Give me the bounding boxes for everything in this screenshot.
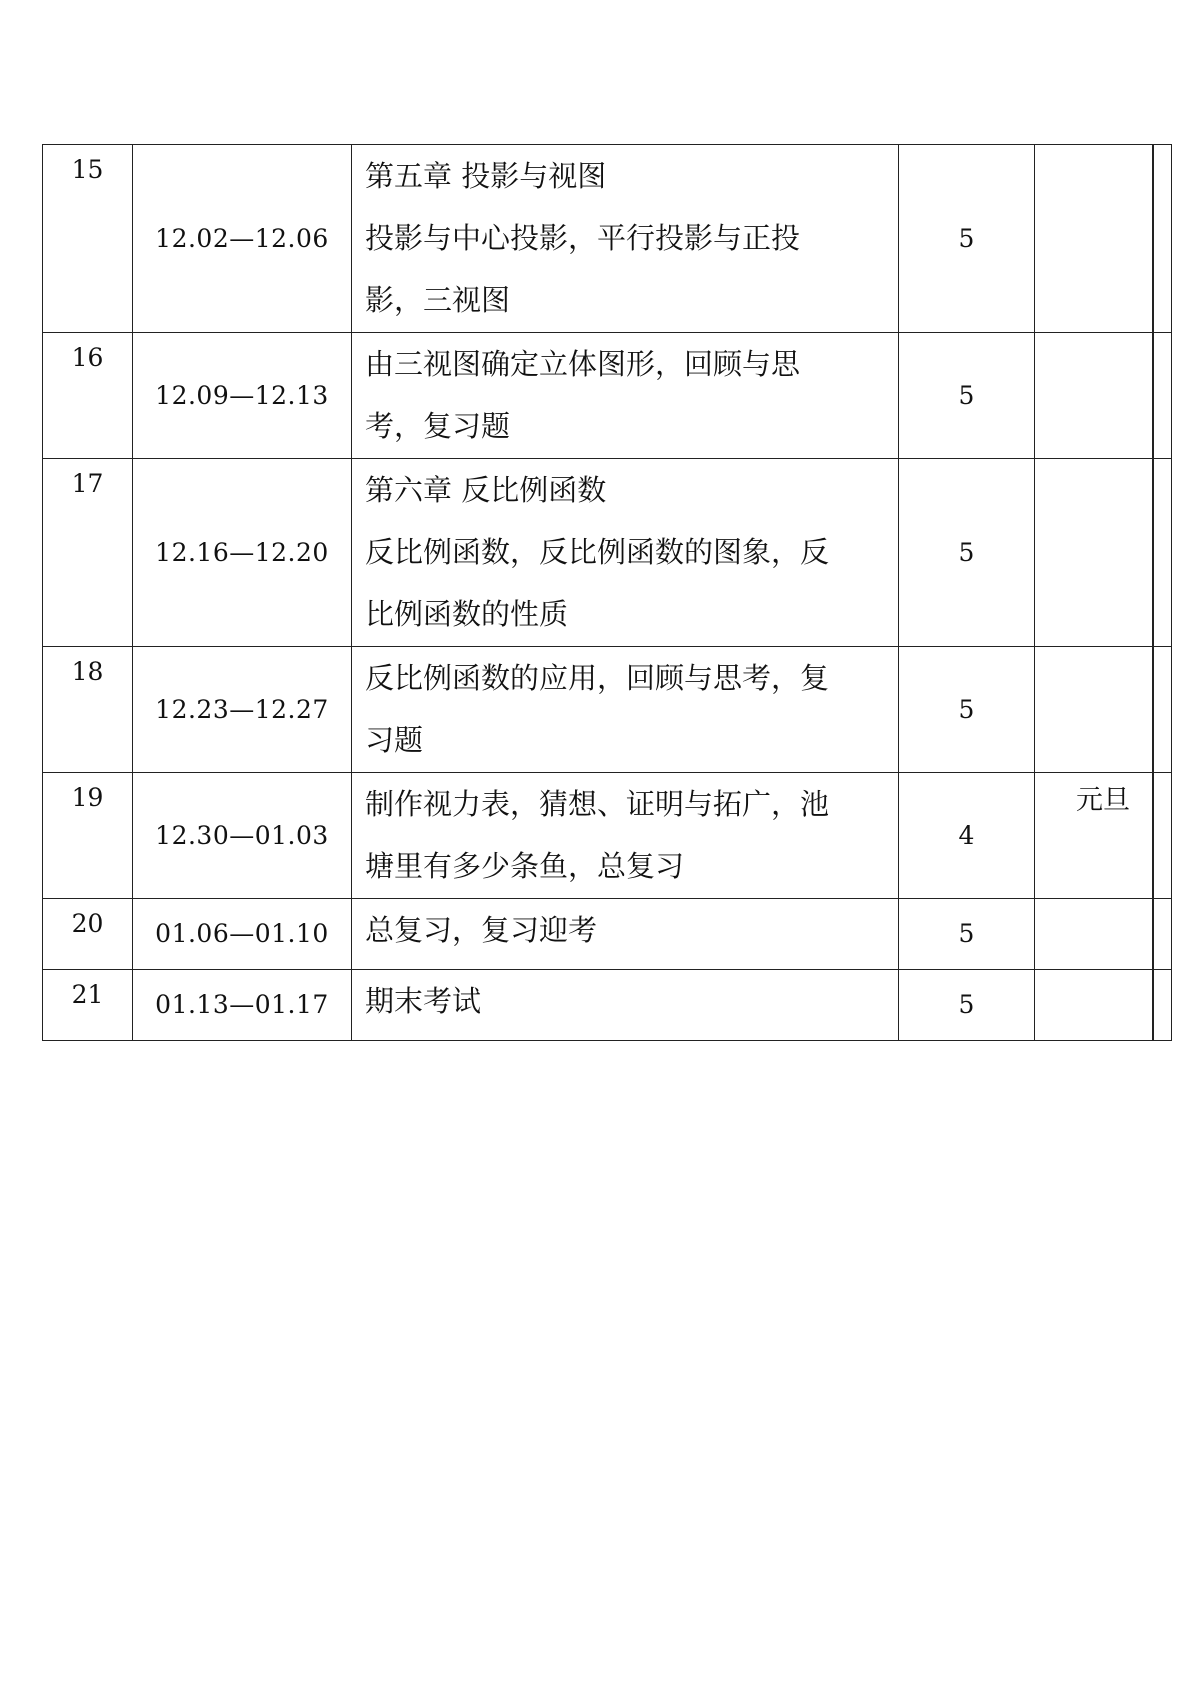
remark-cell xyxy=(1035,333,1172,459)
content-line: 塘里有多少条鱼，总复习 xyxy=(365,849,685,883)
content-line: 总复习，复习迎考 xyxy=(365,913,598,947)
content-line: 反比例函数，反比例函数的图象，反 xyxy=(365,535,830,569)
content-cell xyxy=(352,459,899,647)
content-line: 比例函数的性质 xyxy=(365,597,569,631)
content-line: 投影与中心投影，平行投影与正投 xyxy=(365,221,801,255)
schedule-sheet xyxy=(42,144,1149,1041)
remark-cell xyxy=(1035,145,1172,333)
week-number-cell: 17 xyxy=(43,459,133,647)
hours-cell: 4 xyxy=(899,773,1035,899)
table-row xyxy=(43,145,1172,333)
content-line: 第五章 投影与视图 xyxy=(365,159,607,193)
remark-cell: 元旦 xyxy=(1035,773,1172,899)
content-cell xyxy=(352,899,899,970)
week-number-cell: 21 xyxy=(43,970,133,1041)
remark-cell xyxy=(1035,647,1172,773)
table-row xyxy=(43,899,1172,970)
content-line: 由三视图确定立体图形，回顾与思 xyxy=(365,347,801,381)
content-line: 制作视力表，猜想、证明与拓广，池 xyxy=(365,787,830,821)
content-line: 考，复习题 xyxy=(365,409,511,443)
hours-cell: 5 xyxy=(899,145,1035,333)
week-number-cell: 19 xyxy=(43,773,133,899)
hours-cell: 5 xyxy=(899,333,1035,459)
content-line: 第六章 反比例函数 xyxy=(365,473,607,507)
teaching-schedule-table xyxy=(42,144,1172,1041)
date-range-cell: 01.06—01.10 xyxy=(133,899,352,970)
content-cell xyxy=(352,333,899,459)
week-number-cell: 15 xyxy=(43,145,133,333)
content-line: 习题 xyxy=(365,723,424,757)
table-row xyxy=(43,773,1172,899)
date-range-cell: 12.16—12.20 xyxy=(133,459,352,647)
date-range-cell: 12.23—12.27 xyxy=(133,647,352,773)
date-range-cell: 01.13—01.17 xyxy=(133,970,352,1041)
date-range-cell: 12.02—12.06 xyxy=(133,145,352,333)
week-number-cell: 20 xyxy=(43,899,133,970)
content-cell xyxy=(352,145,899,333)
hours-cell: 5 xyxy=(899,459,1035,647)
content-line: 反比例函数的应用，回顾与思考，复 xyxy=(365,661,830,695)
remark-cell xyxy=(1035,899,1172,970)
table-right-double-border xyxy=(1152,144,1154,1041)
date-range-cell: 12.09—12.13 xyxy=(133,333,352,459)
hours-cell: 5 xyxy=(899,899,1035,970)
content-line: 影，三视图 xyxy=(365,283,511,317)
content-cell xyxy=(352,773,899,899)
table-row xyxy=(43,333,1172,459)
table-row xyxy=(43,647,1172,773)
hours-cell: 5 xyxy=(899,647,1035,773)
table-row xyxy=(43,459,1172,647)
content-line: 期末考试 xyxy=(365,984,482,1018)
content-cell xyxy=(352,647,899,773)
remark-cell xyxy=(1035,970,1172,1041)
date-range-cell: 12.30—01.03 xyxy=(133,773,352,899)
content-cell xyxy=(352,970,899,1041)
week-number-cell: 16 xyxy=(43,333,133,459)
week-number-cell: 18 xyxy=(43,647,133,773)
remark-cell xyxy=(1035,459,1172,647)
table-row xyxy=(43,970,1172,1041)
hours-cell: 5 xyxy=(899,970,1035,1041)
